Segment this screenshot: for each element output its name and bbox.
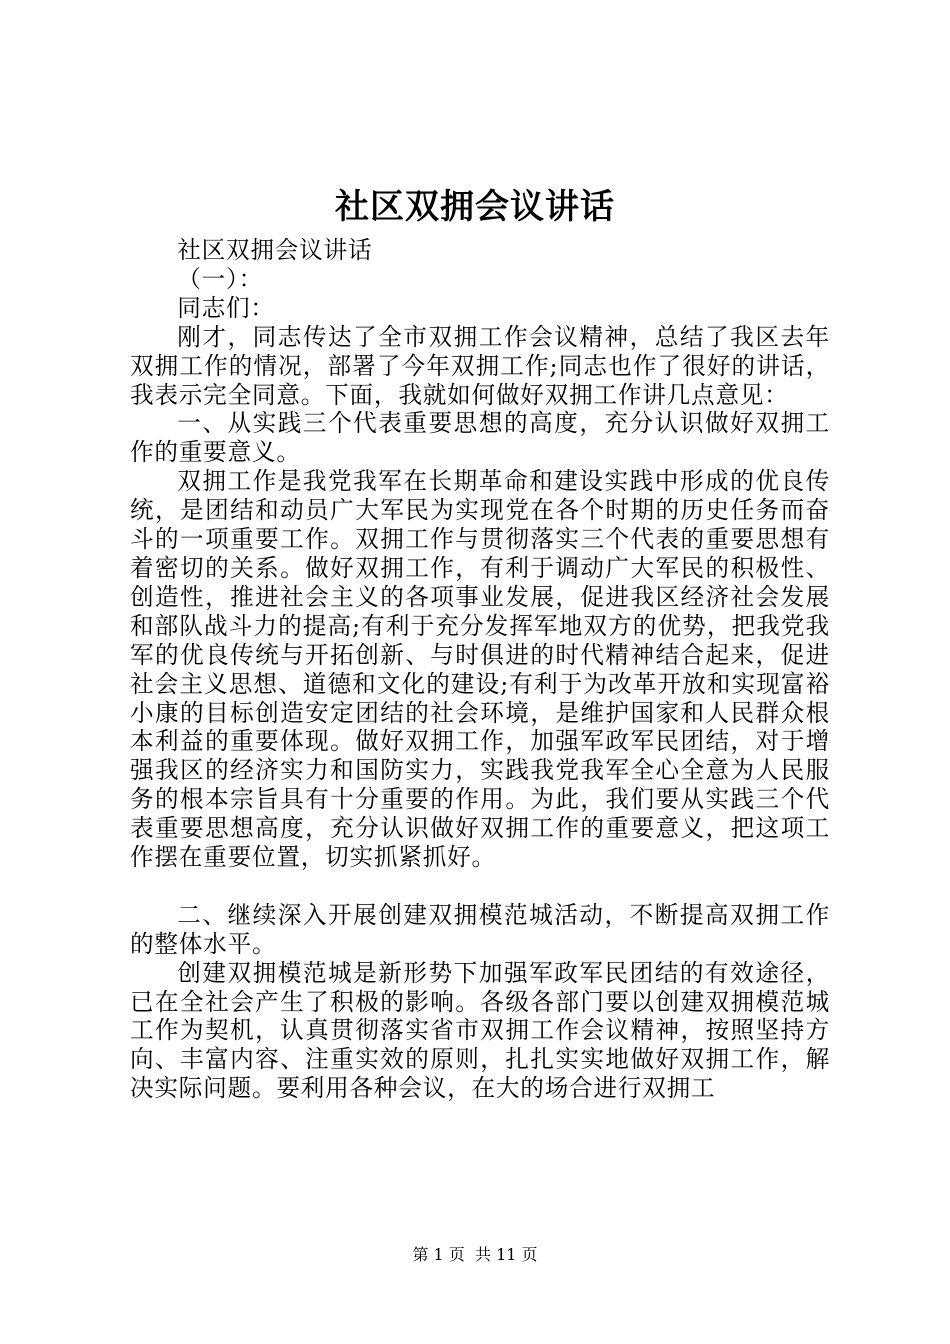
heading-two-paragraph: 二、继续深入开展创建双拥模范城活动，不断提高双拥工作的整体水平。 — [130, 900, 830, 958]
salutation-paragraph: 同志们： — [177, 293, 275, 322]
body-paragraph: 创建双拥模范城是新形势下加强军政军民团结的有效途径，已在全社会产生了积极的影响。各级各部门要以创建双拥模范城工作为契机，认真贯彻落实省市双拥工作会议精神，按照坚持方向、丰富内容、注重实效的原则，扎扎实实地做好双拥工作，解决实际问题。要利用各种会议，在大的场合进行双拥工 — [130, 958, 830, 1103]
subtitle-paragraph: 社区双拥会议讲话 — [177, 236, 373, 264]
document-title: 社区双拥会议讲话 — [335, 187, 615, 227]
section-marker-paragraph: （一）： — [177, 264, 263, 293]
intro-paragraph: 刚才，同志传达了全市双拥工作会议精神，总结了我区去年双拥工作的情况，部署了今年双拥工作;同志也作了很好的讲话，我表示完全同意。下面，我就如何做好双拥工作讲几点意见： — [130, 322, 830, 409]
page-number: 第 1 页 共 11 页 — [412, 1245, 538, 1264]
body-paragraph: 双拥工作是我党我军在长期革命和建设实践中形成的优良传统，是团结和动员广大军民为实现党在各个时期的历史任务而奋斗的一项重要工作。双拥工作与贯彻落实三个代表的重要思想有着密切的关系。做好双拥工作，有利于调动广大军民的积极性、创造性，推进社会主义的各项事业发展，促进我区经济社会发展和部队战斗力的提高;有利于充分发挥军地双方的优势，把我党我军的优良传统与开拓创新、与时俱进的时代精神结合起来，促进社会主义思想、道德和文化的建设;有利于为改革开放和实现富裕小康的目标创造安定团结的社会环境，是维护国家和人民群众根本利益的重要体现。做好双拥工作，加强军政军民团结，对于增强我区的经济实力和国防实力，实践我党我军全心全意为人民服务的根本宗旨具有十分重要的作用。为此，我们要从实践三个代表重要思想高度，充分认识做好双拥工作的重要意义，把这项工作摆在重要位置，切实抓紧抓好。 — [130, 467, 830, 872]
document-body — [130, 236, 830, 1103]
page-footer — [0, 1244, 950, 1266]
heading-one-paragraph: 一、从实践三个代表重要思想的高度，充分认识做好双拥工作的重要意义。 — [130, 409, 830, 467]
